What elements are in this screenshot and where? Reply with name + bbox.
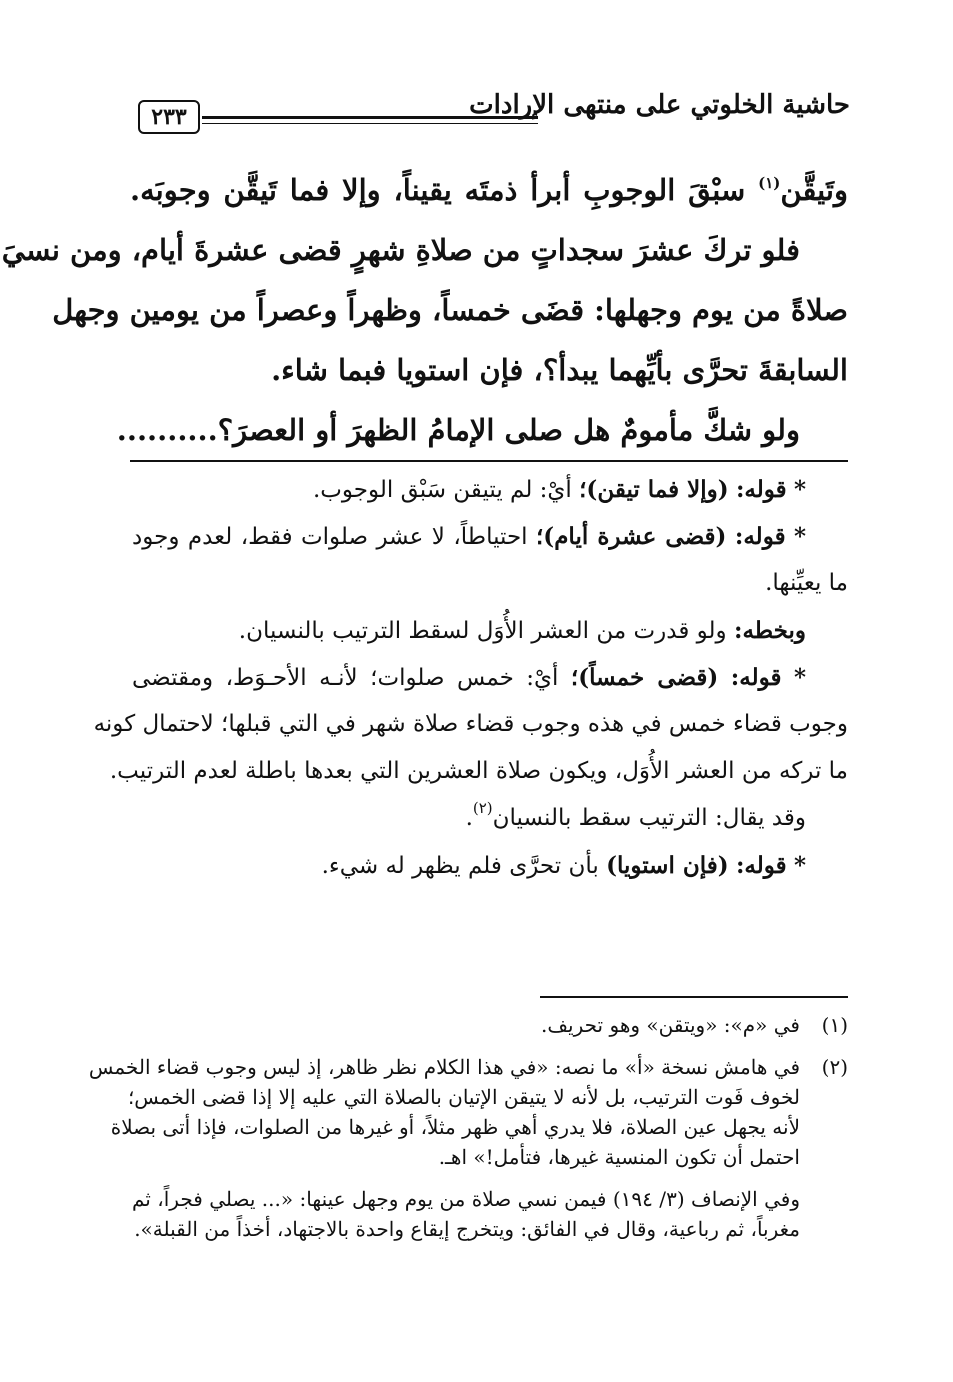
- commentary-line: [132, 842, 848, 889]
- qawluh-label: قوله:: [735, 852, 787, 879]
- footnote-line: مغرباً، ثم رباعية، وقال في الفائق: ويتخرج إيقاع واحدة بالاجتهاد، أخذاً من القبلة».: [134, 1217, 800, 1241]
- main-line: صلاةً من يوم وجهلها: قضَى خمساً، وظهراً وعصراً من يومين وجهل: [52, 293, 848, 327]
- quoted-phrase: (قضى عشرة أيام)؛: [536, 523, 727, 550]
- footnote-line: لأنه يجهل عين الصلاة، فلا يدري أهي ظهر مثلاً، أو غيرها من الصلوات، فإذا أتى بصلاة: [110, 1115, 800, 1139]
- quoted-phrase: (فإن استويا): [606, 852, 729, 879]
- footnotes: [88, 1010, 848, 1244]
- commentary-text: أيْ: لم يتيقن سَبْق الوجوب.: [312, 477, 572, 503]
- footnote-text: في «م»: «ويتقن» وهو تحريف.: [540, 1013, 800, 1037]
- main-word: وتَيقَّن: [780, 173, 848, 207]
- main-line: ولو شكَّ مأمومٌ هل صلى الإمامُ الظهرَ أو العصرَ؟..........: [116, 413, 800, 447]
- commentary-line: ما يعيِّنها.: [765, 570, 848, 596]
- text-divider: [130, 460, 848, 462]
- main-line: السابقةَ تحرَّى بأيِّهما يبدأ؟، فإن استويا فبما شاء.: [271, 353, 848, 387]
- qawluh-label: قوله:: [735, 476, 787, 503]
- star-marker: *: [793, 476, 806, 503]
- period: .: [465, 805, 473, 831]
- footnote-rule: [540, 996, 848, 998]
- footnote-number: (١): [821, 1013, 848, 1037]
- commentary-line: وجوب قضاء خمس في هذه وجوب قضاء صلاة شهر في التي قبلها؛ لاحتمال كونه: [93, 711, 848, 737]
- star-marker: *: [793, 852, 806, 879]
- footnote-text: في هامش نسخة «أ» ما نصه: «في هذا الكلام نظر ظاهر، إذ ليس وجوب قضاء الخمس: [88, 1055, 800, 1079]
- commentary-line: [132, 654, 848, 701]
- commentary-line: [132, 513, 848, 560]
- commentary-text: احتياطاً، لا عشر صلوات فقط، لعدم وجود: [132, 524, 528, 550]
- wa-bikhattih-label: وبخطه:: [733, 617, 806, 644]
- footnote-ref: (١): [758, 174, 781, 192]
- running-title: حاشية الخلوتي على منتهى الإرادات: [469, 90, 850, 120]
- commentary: [93, 466, 848, 889]
- commentary-line: [132, 466, 848, 513]
- footnote-1: [132, 1010, 848, 1040]
- footnote-number: (٢): [821, 1055, 848, 1079]
- quoted-phrase: (وإلا فما تيقن)؛: [579, 476, 729, 503]
- commentary-line: [132, 795, 848, 842]
- commentary-text: ولو قدرت من العشر الأُوَل لسقط الترتيب بالنسيان.: [238, 618, 727, 644]
- main-line: [130, 160, 848, 220]
- star-marker: *: [794, 523, 807, 550]
- main-text: [1, 160, 848, 460]
- page-number: ٢٣٣: [138, 100, 200, 134]
- page-header: [138, 88, 850, 134]
- main-line: فلو تركَ عشرَ سجداتٍ من صلاةِ شهرٍ قضى عشرةَ أيام، ومن نسيَ: [1, 233, 800, 267]
- main-line-text: سبْقَ الوجوبِ أبرأ ذمتَه يقيناً، وإلا فما تَيقَّن وجوبَه.: [130, 173, 746, 207]
- commentary-text: بأن تحرَّى فلم يظهر له شيء.: [321, 853, 599, 879]
- commentary-text: وقد يقال: الترتيب سقط بالنسيان: [492, 805, 806, 831]
- footnote-line: وفي الإنصاف (٣/ ١٩٤) فيمن نسي صلاة من يوم وجهل عينها: «... يصلي فجراً، ثم: [132, 1187, 801, 1211]
- qawluh-label: قوله:: [734, 523, 786, 550]
- header-rule: [202, 116, 538, 124]
- quoted-phrase: (قضى خمساً)؛: [570, 664, 719, 691]
- commentary-line: [132, 607, 848, 654]
- commentary-text: أيْ: خمس صلوات؛ لأنـه الأحـوَط، ومقتضى: [132, 665, 559, 691]
- footnote-line: احتمل أن تكون المنسية غيرها، فتأمل!» اهـ.: [438, 1145, 800, 1169]
- footnote-line: لخوف فَوت الترتيب، بل لأنه لا يتيقن الإتيان بالصلاة التي عليه إلا إذا قضى الخمس؛: [127, 1085, 800, 1109]
- footnote-ref: (٢): [472, 799, 493, 817]
- footnote-2: [88, 1052, 848, 1082]
- star-marker: *: [793, 664, 806, 691]
- commentary-line: ما تركه من العشر الأُوَل، ويكون صلاة العشرين التي بعدها باطلة لعدم الترتيب.: [109, 758, 848, 784]
- qawluh-label: قوله:: [730, 664, 782, 691]
